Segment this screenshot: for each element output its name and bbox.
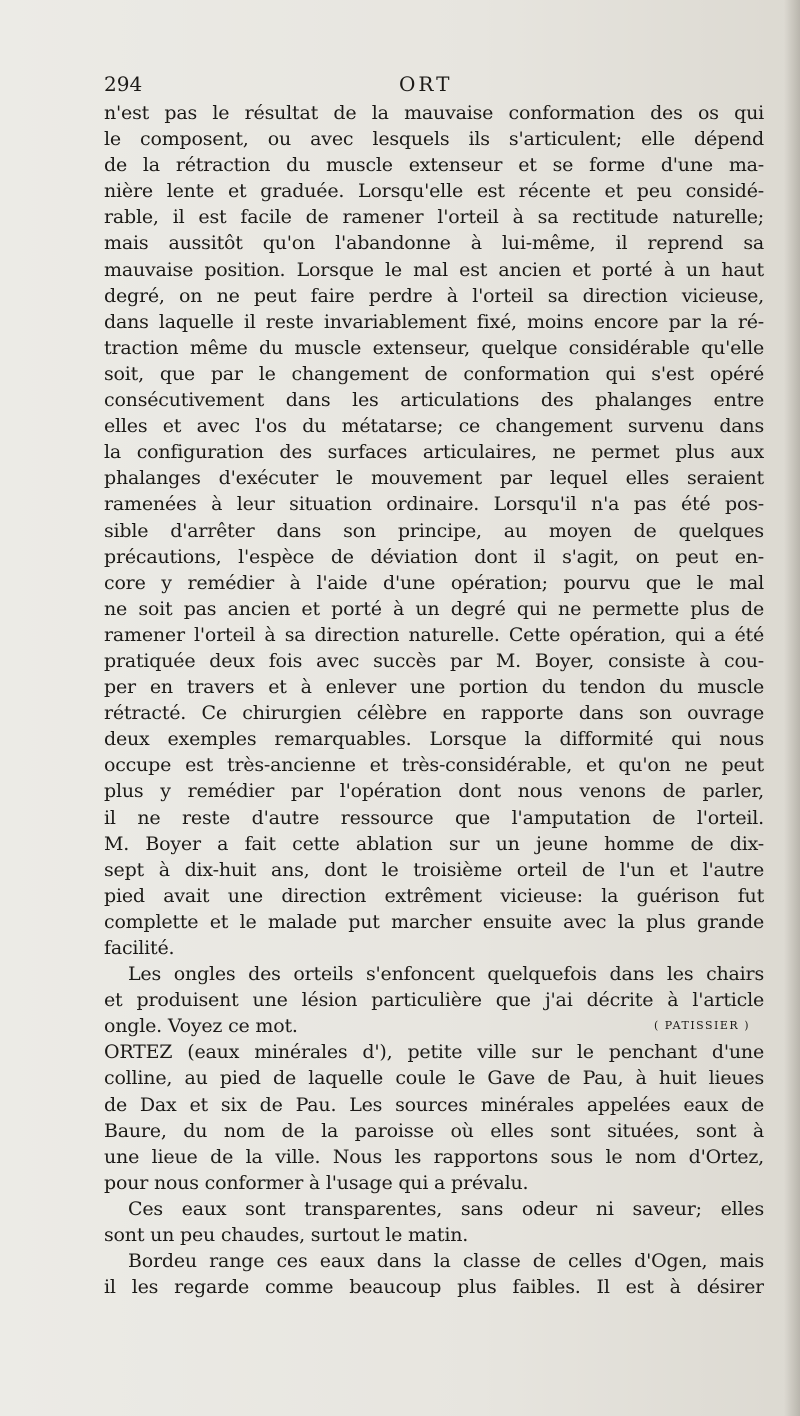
- text-line: sont un peu chaudes, surtout le matin.: [104, 1224, 469, 1247]
- text-line: ramenées à leur situation ordinaire. Lorsqu'il n'a pas été pos-: [104, 493, 764, 516]
- text-line: précautions, l'espèce de déviation dont il s'agit, on peut en-: [104, 545, 764, 568]
- text-line: plus y remédier par l'opération dont nous venons de parler,: [104, 780, 764, 803]
- text-line: complette et le malade put marcher ensuite avec la plus grande: [104, 910, 764, 933]
- text-line: n'est pas le résultat de la mauvaise conformation des os qui: [104, 102, 764, 124]
- text-line: sible d'arrêter dans son principe, au moyen de quelques: [104, 519, 764, 542]
- page-header: [104, 72, 764, 102]
- text-line: de la rétraction du muscle extenseur et se forme d'une ma-: [104, 154, 764, 177]
- page-edge-shadow: [784, 0, 800, 1416]
- text-line: Les ongles des orteils s'enfoncent quelquefois dans les chairs: [128, 963, 764, 986]
- text-line: il les regarde comme beaucoup plus faibles. Il est à désirer: [104, 1276, 764, 1299]
- text-line: consécutivement dans les articulations des phalanges entre: [104, 389, 764, 412]
- text-line: ne soit pas ancien et porté à un degré qui ne permette plus de: [104, 597, 764, 620]
- text-line: Baure, du nom de la paroisse où elles sont situées, sont à: [104, 1119, 764, 1142]
- text-line: Bordeu range ces eaux dans la classe de celles d'Ogen, mais: [128, 1250, 764, 1273]
- text-line: soit, que par le changement de conformation qui s'est opéré: [104, 362, 764, 385]
- text-line: traction même du muscle extenseur, quelque considérable qu'elle: [104, 336, 764, 359]
- text-line: ORTEZ (eaux minérales d'), petite ville sur le penchant d'une: [104, 1041, 764, 1064]
- text-line: et produisent une lésion particulière que j'ai décrite à l'article: [104, 989, 764, 1012]
- text-line: sept à dix-huit ans, dont le troisième orteil de l'un et l'autre: [104, 858, 764, 881]
- text-line-with-signature: [104, 1013, 764, 1039]
- text-line: rable, il est facile de ramener l'orteil à sa rectitude naturelle;: [104, 206, 764, 229]
- text-line: la configuration des surfaces articulaires, ne permet plus aux: [104, 441, 764, 464]
- text-line: core y remédier à l'aide d'une opération; pourvu que le mal: [104, 571, 764, 594]
- text-line: per en travers et à enlever une portion du tendon du muscle: [104, 676, 764, 699]
- text-line: dans laquelle il reste invariablement fixé, moins encore par la ré-: [104, 310, 764, 333]
- text-line: pour nous conformer à l'usage qui a prévalu.: [104, 1171, 529, 1194]
- text-line: pratiquée deux fois avec succès par M. Boyer, consiste à cou-: [104, 649, 764, 672]
- text-line: colline, au pied de laquelle coule le Gave de Pau, à huit lieues: [104, 1067, 764, 1090]
- author-signature: ( PATISSIER ): [653, 1019, 750, 1033]
- text-line: ongle. Voyez ce mot.: [104, 1015, 298, 1038]
- text-line: de Dax et six de Pau. Les sources minérales appelées eaux de: [104, 1093, 764, 1116]
- text-line: une lieue de la ville. Nous les rapportons sous le nom d'Ortez,: [104, 1145, 764, 1168]
- text-line: pied avait une direction extrêment vicieuse: la guérison fut: [104, 884, 764, 907]
- text-line: mauvaise position. Lorsque le mal est ancien et porté à un haut: [104, 258, 764, 281]
- text-line: il ne reste d'autre ressource que l'amputation de l'orteil.: [104, 806, 764, 829]
- text-line: Ces eaux sont transparentes, sans odeur ni saveur; elles: [128, 1197, 764, 1220]
- text-line: M. Boyer a fait cette ablation sur un jeune homme de dix-: [104, 832, 764, 855]
- text-line: le composent, ou avec lesquels ils s'articulent; elle dépend: [104, 128, 764, 151]
- text-line: elles et avec l'os du métatarse; ce changement survenu dans: [104, 415, 764, 438]
- text-line: occupe est très-ancienne et très-considérable, et qu'on ne peut: [104, 754, 764, 777]
- text-line: nière lente et graduée. Lorsqu'elle est récente et peu considé-: [104, 180, 764, 203]
- text-line: degré, on ne peut faire perdre à l'orteil sa direction vicieuse,: [104, 284, 764, 307]
- text-line: deux exemples remarquables. Lorsque la difformité qui nous: [104, 728, 764, 751]
- text-line: mais aussitôt qu'on l'abandonne à lui-même, il reprend sa: [104, 232, 764, 255]
- text-line: phalanges d'exécuter le mouvement par lequel elles seraient: [104, 467, 764, 490]
- page-body: [104, 100, 764, 1300]
- text-line: rétracté. Ce chirurgien célèbre en rapporte dans son ouvrage: [104, 702, 764, 725]
- text-line: ramener l'orteil à sa direction naturelle. Cette opération, qui a été: [104, 623, 764, 646]
- text-line: facilité.: [104, 937, 175, 959]
- running-head: ORT: [399, 72, 453, 96]
- page-number: 294: [104, 72, 143, 96]
